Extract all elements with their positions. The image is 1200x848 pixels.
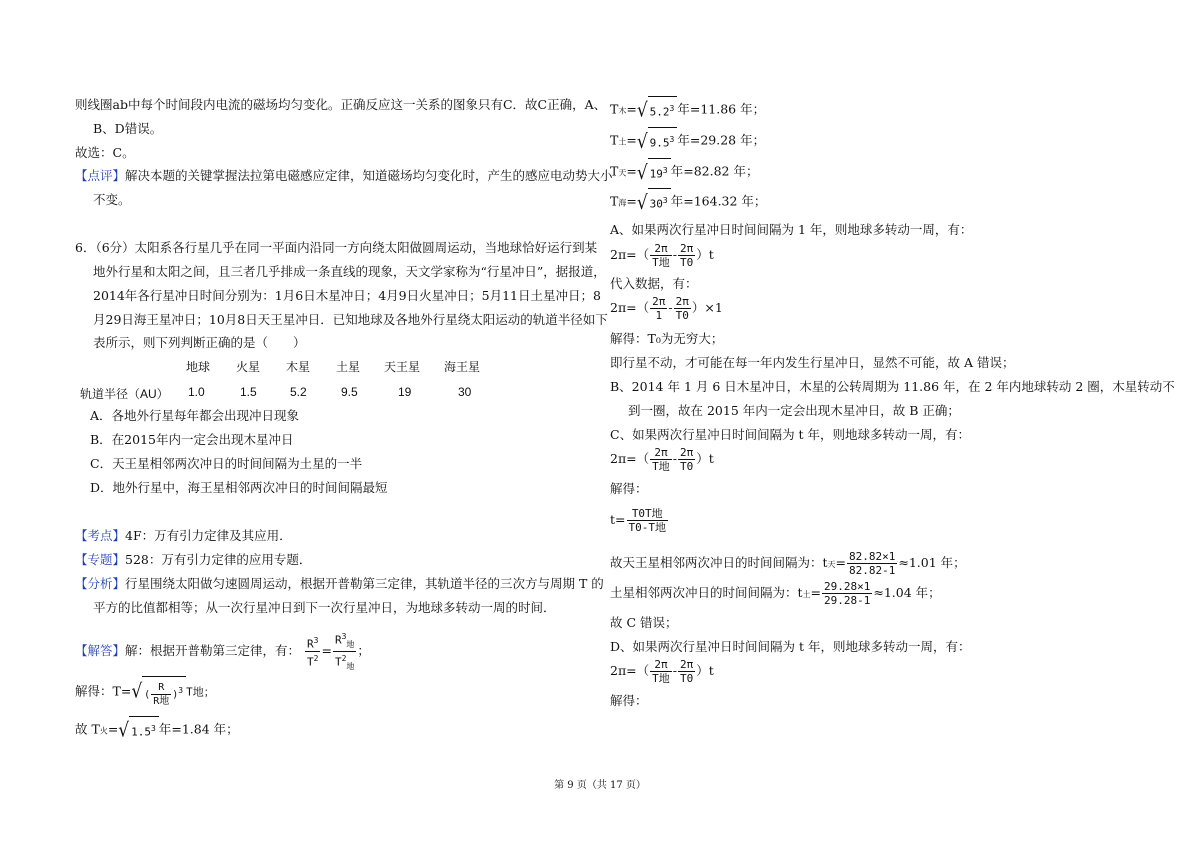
text-line: 解得： [610,693,648,708]
text-line: A、如果两次行星冲日时间间隔为 1 年，则地球多转动一周，有： [610,222,973,237]
text-line: C、如果两次行星冲日时间间隔为 t 年，则地球多转动一周，有： [610,427,971,442]
eq-start: 2π=（ [610,451,650,466]
frac-num: 2π [652,295,666,308]
option-b: B．在2015年内一定会出现木星冲日 [90,432,294,447]
question-text: 表所示，则下列判断正确的是（ ） [93,335,306,350]
table-cell: 19 [398,385,412,399]
sub: 天 [618,168,627,178]
table-row-label: 轨道半径（AU） [80,387,169,401]
sqrt-expr: √ ( $\frac{R}{\text{R地}}$ )$^3$ [131,676,186,708]
text-line: B、2014 年 1 月 6 日木星冲日，木星的公转周期为 11.86 年，在 2 年内地球转动 2 圈，木星转动不 [610,379,1175,394]
table-header: 火星 [236,360,261,374]
text-line: 解得：T₀为无穷大； [610,331,724,346]
saturn-period-line [610,127,765,155]
tail: 年=1.84 年； [158,721,239,737]
table-header: 海王星 [444,360,481,374]
tail: 年=164.32 年； [670,193,767,209]
kepler-fraction: $\frac{R^3}{T^2}$ [307,636,319,669]
frac-den: 29.28-1 [824,594,871,607]
radicand: 30 [649,197,663,211]
frac-num: 2π [680,446,694,459]
tail: 年=11.86 年； [677,101,766,117]
frac-den: T地 [652,672,670,685]
text-line: 到一圈，故在 2015 年内一定会出现木星冲日，故 B 正确； [628,403,960,418]
sub-di: 地 [346,639,355,649]
tail: 年=29.28 年； [677,132,766,148]
frac [847,550,897,577]
zhuanti-tag: 【专题】 [75,552,126,567]
kaodian-text: 4F：万有引力定律及其应用． [125,528,292,543]
label: 解得：T= [75,683,132,699]
frac [678,446,695,473]
minus: - [668,300,673,315]
frac [650,446,672,473]
neptune-period-line [610,188,766,216]
sub: 木 [618,106,627,116]
comment-tag: 【点评】 [75,168,126,183]
jieda-line: 【解答】解：根据开普勒第三定律，有： $\frac{R^3}{T^2}$ = $\frac{R^3_地}{T^2_地}$ ； [75,632,370,671]
radicand: 5.2 [649,105,670,119]
eq-end: ）t [696,247,714,262]
kaodian-line [75,528,292,544]
frac-num: 2π [650,446,672,460]
table-header: 地球 [186,360,211,374]
text-line: 代入数据，有： [610,276,698,291]
eq: = [626,101,637,117]
question-text: 月29日海王星冲日；10月8日天王星冲日．已知地球及各地外行星绕太阳运动的轨道半径如下 [93,312,608,327]
minus: - [672,663,678,678]
eq: = [626,193,637,209]
frac-den: T0-T地 [628,521,666,534]
right-column [600,0,1200,848]
T: T [610,101,619,117]
frac [627,507,669,534]
table-header: 木星 [286,360,311,374]
semicolon: ； [357,642,370,658]
tail: T地； [186,685,215,699]
frac [650,242,672,269]
text-line: 不变。 [93,192,131,207]
frac-den: T地 [652,256,670,269]
kaodian-tag: 【考点】 [75,528,126,543]
fenxi-line [75,576,604,592]
tail: ≈1.01 年； [898,555,966,570]
zhuanti-line [75,552,311,568]
frac-den: T [334,655,342,669]
T: T [610,193,619,209]
radicand: 9.5 [649,136,670,150]
text-line: 故选：C。 [75,145,135,160]
sub-di: 地 [346,661,355,671]
eq: = [626,163,637,179]
text-line: 则线圈ab中每个时间段内电流的磁场均匀变化。正确反应这一关系的图象只有C．故C正确，A、 [75,97,607,112]
text-line: 解得： [610,481,648,496]
uranus-interval-line: 故天王星相邻两次冲日的时间间隔为：t天= $\frac{82.82\times 1}{82.82-1}$ ≈1.01 年； [610,550,966,577]
label: 故 T [75,721,100,737]
radicand: 19 [649,167,663,181]
fenxi-text: 行星围绕太阳做匀速圆周运动，根据开普勒第三定律，其轨道半径的三次方与周期 T 的 [125,576,604,591]
frac-num: 2π [680,242,694,255]
jieda-tag: 【解答】 [75,642,126,658]
equation-line [610,505,669,535]
frac-den: T0 [680,256,694,269]
frac-num: 2π [650,242,672,256]
sub: 天 [827,560,836,569]
ratio-frac [151,681,171,708]
question-text: 太阳系各行星几乎在同一平面内沿同一方向绕太阳做圆周运动，当地球恰好运行到某 [134,240,598,255]
solve-T-line [75,676,215,708]
table-cell: 30 [458,385,472,399]
table-cell: 1.0 [188,385,205,399]
minus: - [672,247,678,262]
option-d: D．地外行星中，海王星相邻两次冲日的时间间隔最短 [90,480,388,495]
table-header: 天王星 [384,360,421,374]
T: T [610,132,619,148]
fenxi-text: 平方的比值都相等；从一次行星冲日到下一次行星冲日，为地球多转动一周的时间． [93,600,556,615]
frac-den: T0 [680,672,694,685]
eq-end: ）×1 [691,300,723,315]
text-line: D、如果两次行星冲日时间间隔为 t 年，则地球多转动一周，有： [610,639,971,654]
uranus-period-line [610,158,758,186]
frac-num: R [334,633,342,647]
sub: 土 [618,137,627,147]
frac [678,242,695,269]
mars-period-line: 故 T火=√ $1.5^3$ 年=1.84 年； [75,716,239,744]
sqrt-expr: √ $5.2^3$ [637,96,678,124]
sub: 火 [99,726,108,736]
frac-num: 2π [650,658,672,672]
frac-num: 82.82×1 [849,550,896,563]
frac [822,580,872,607]
sqrt-expr: √ $9.5^3$ [637,127,678,155]
table-cell: 1.5 [240,385,257,399]
frac-num: 29.28×1 [824,580,871,593]
eq-start: 2π=（ [610,663,650,678]
frac-num: T0T地 [627,507,669,521]
eq-start: 2π=（ [610,247,650,262]
table-header: 土星 [336,360,361,374]
option-c: C．天王星相邻两次冲日的时间间隔为土星的一半 [90,456,363,471]
text-line: 即行星不动，才可能在每一年内发生行星冲日，显然不可能，故 A 错误； [610,355,1015,370]
frac [678,658,695,685]
frac-num: R [307,637,314,651]
sub: 海 [618,198,627,208]
page-footer: 第 9 页（共 17 页） [554,780,646,791]
comment-text: 解决本题的关键掌握法拉第电磁感应定律，知道磁场均匀变化时，产生的感应电动势大小 [125,168,613,183]
frac-num: 2π [680,658,694,671]
question-number: 6．（6分） [75,240,135,255]
frac-den: T0 [675,309,689,322]
jupiter-period-line [610,96,765,124]
frac-den: R地 [153,695,170,707]
eq-start: t= [610,512,626,527]
jieda-text: 解：根据开普勒第三定律，有： [125,642,301,658]
frac [650,658,672,685]
frac-den: T0 [680,460,694,473]
equation-line [610,656,714,686]
sqrt-expr: √ $1.5^3$ [118,716,159,744]
text-line: B、D错误。 [93,121,163,136]
text: 土星相邻两次冲日的时间间隔为：t [610,585,803,600]
radicand: 1.5 [131,725,152,739]
equation-line [610,240,714,270]
saturn-interval-line: 土星相邻两次冲日的时间间隔为：t土= $\frac{29.28\times 1}{29.28-1}$ ≈1.04 年； [610,580,941,607]
frac-den: 82.82-1 [849,564,896,577]
eq-end: ）t [696,451,714,466]
tail: ≈1.04 年； [873,585,941,600]
table-cell: 9.5 [341,385,358,399]
equation-line [610,444,714,474]
eq-end: ）t [696,663,714,678]
frac-num: R [151,681,171,695]
frac [650,295,667,322]
question-text: 地外行星和太阳之间，且三者几乎排成一条直线的现象，天文学家称为“行星冲日”，据报道， [93,264,606,279]
frac-num: 2π [675,295,689,308]
orbit-radius-table [0,0,600,420]
sqrt-expr: √ $19^3$ [637,158,671,186]
minus: - [672,451,678,466]
frac [674,295,691,322]
eq: = [626,132,637,148]
text: 故天王星相邻两次冲日的时间间隔为：t [610,555,828,570]
table-cell: 5.2 [290,385,307,399]
fenxi-tag: 【分析】 [75,576,126,591]
eq-start: 2π=（ [610,300,650,315]
option-a: A．各地外行星每年都会出现冲日现象 [90,408,300,423]
question-text: 2014年各行星冲日时间分别为：1月6日木星冲日；4月9日火星冲日；5月11日土星冲日；8 [93,288,601,303]
frac-den: 1 [655,309,663,322]
tail: 年=82.82 年； [670,163,759,179]
zhuanti-text: 528：万有引力定律的应用专题． [125,552,312,567]
sub: 土 [802,590,811,599]
text-line: 故 C 错误； [610,615,678,630]
equation-line [610,293,723,323]
frac-den: T地 [652,460,670,473]
T: T [610,163,619,179]
kepler-fraction-earth: $\frac{R^3_地}{T^2_地}$ [334,632,355,671]
frac-den: T [307,655,314,669]
sqrt-expr: √ $30^3$ [637,188,671,216]
